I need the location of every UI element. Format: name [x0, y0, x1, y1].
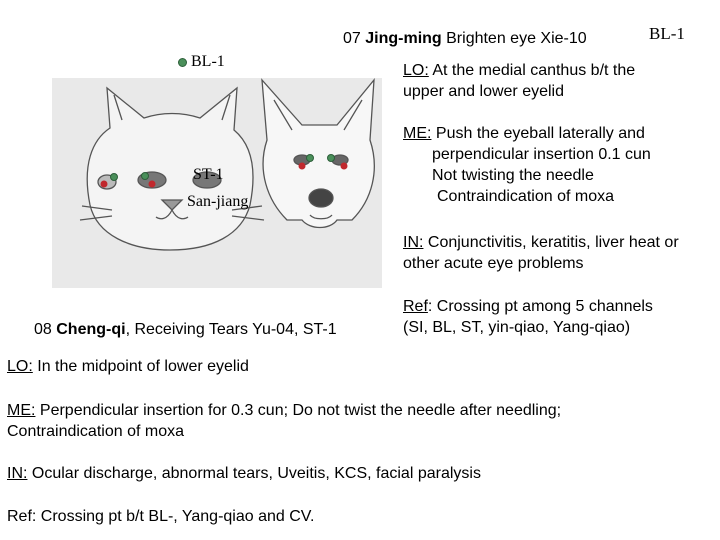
acupoint-dot-icon	[142, 173, 149, 180]
acupoint-dot-icon	[101, 181, 108, 188]
jing-ming-location: LO: At the medial canthus b/t the upper and lower eyelid	[403, 62, 636, 100]
cheng-qi-method: ME: Perpendicular insertion for 0.3 cun; Do not twist the needle after needling; Contraindication of moxa	[7, 402, 562, 440]
acupoint-dot-icon	[328, 155, 335, 162]
bl1-code-label: BL-1	[649, 24, 685, 43]
jing-ming-reference: Ref: Crossing pt among 5 channels (SI, BL, ST, yin-qiao, Yang-qiao)	[403, 298, 653, 336]
acupoint-dot-icon	[149, 181, 156, 188]
acupoint-dot-icon	[341, 163, 348, 170]
acupoint-dot-icon	[307, 155, 314, 162]
acupoint-dot-icon	[299, 163, 306, 170]
st1-label: ST-1	[193, 166, 224, 183]
sanjiang-label: San-jiang	[187, 193, 249, 210]
jing-ming-method: ME: Push the eyeball laterally and perpendicular insertion 0.1 cun Not twisting the needle Contraindication of moxa	[403, 125, 651, 205]
jing-ming-indications: IN: Conjunctivitis, keratitis, liver heat or other acute eye problems	[403, 234, 679, 272]
acupoint-dot-icon	[111, 174, 118, 181]
cheng-qi-location: LO: In the midpoint of lower eyelid	[7, 358, 249, 375]
bl1-legend: BL-1	[178, 53, 225, 71]
acupoint-dot-icon	[178, 58, 187, 67]
cheng-qi-title: 08 Cheng-qi, Receiving Tears Yu-04, ST-1	[34, 321, 337, 338]
cheng-qi-reference: Ref: Crossing pt b/t BL-, Yang-qiao and CV.	[7, 508, 315, 525]
cheng-qi-indications: IN: Ocular discharge, abnormal tears, Uveitis, KCS, facial paralysis	[7, 465, 481, 482]
jing-ming-title: 07 Jing-ming Brighten eye Xie-10	[343, 30, 587, 47]
